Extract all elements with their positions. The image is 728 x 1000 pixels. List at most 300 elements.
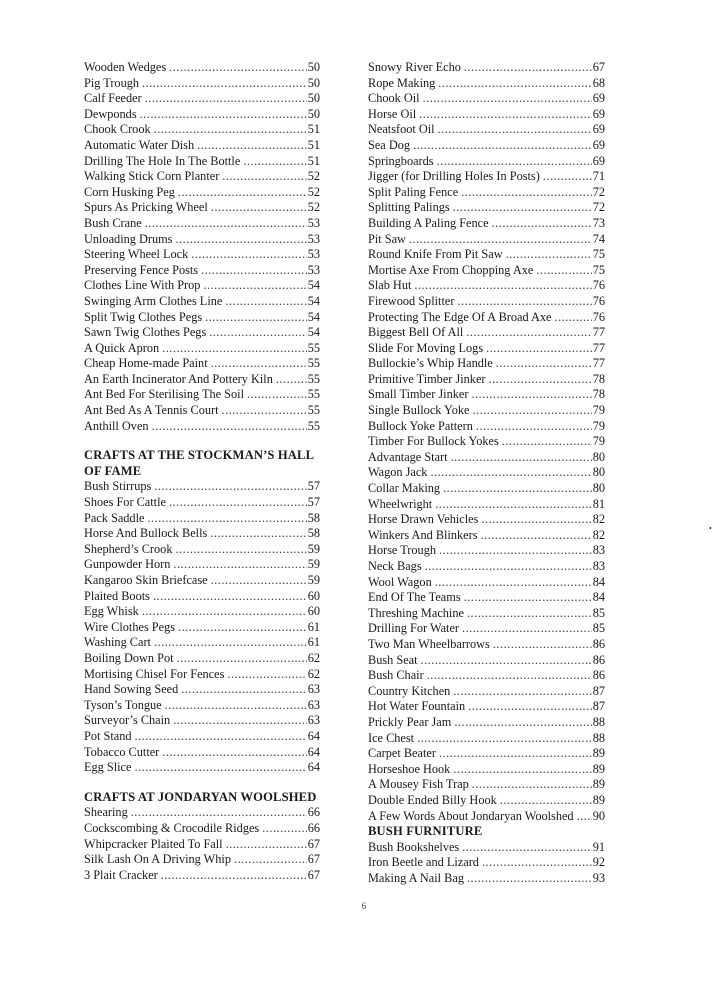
entry-page-number: 61 <box>307 619 320 634</box>
dot-leader <box>203 278 306 294</box>
entry-title: Single Bullock Yoke <box>368 403 470 418</box>
toc-entry <box>368 169 605 185</box>
toc-entry <box>84 682 320 698</box>
dot-leader <box>222 403 307 419</box>
toc-entry-list <box>84 805 320 883</box>
section-heading: CRAFTS AT THE STOCKMAN’S HALL OF FAME <box>84 448 314 478</box>
toc-entry <box>368 263 605 279</box>
entry-page-number: 69 <box>592 91 605 106</box>
dot-leader <box>462 621 592 637</box>
dot-leader <box>226 837 307 853</box>
toc-entry <box>368 91 605 107</box>
toc-entry-list <box>84 60 320 434</box>
dot-leader <box>438 122 592 138</box>
entry-title: Chook Crook <box>84 122 151 137</box>
dot-leader <box>210 526 306 542</box>
dot-leader <box>169 60 307 76</box>
dot-leader <box>486 341 592 357</box>
entry-title: Ant Bed As A Tennis Court <box>84 403 219 418</box>
dot-leader <box>197 138 307 154</box>
entry-page-number: 52 <box>307 184 320 199</box>
entry-title: Winkers And Blinkers <box>368 527 478 542</box>
entry-title: Spurs As Pricking Wheel <box>84 200 208 215</box>
entry-title: Horse Oil <box>368 106 417 121</box>
entry-page-number: 57 <box>307 479 320 494</box>
entry-page-number: 67 <box>592 60 605 74</box>
toc-entry <box>84 91 320 107</box>
entry-page-number: 84 <box>592 574 605 589</box>
toc-entry <box>368 341 605 357</box>
entry-title: Country Kitchen <box>368 683 451 698</box>
entry-title: Bush Chair <box>368 668 424 683</box>
entry-title: A Quick Apron <box>84 340 160 355</box>
toc-entry <box>84 635 320 651</box>
entry-title: Clothes Line With Prop <box>84 278 201 293</box>
dot-leader <box>454 715 591 731</box>
toc-entry <box>368 154 605 170</box>
dot-leader <box>453 200 592 216</box>
entry-page-number: 64 <box>307 760 320 775</box>
entry-title: Double Ended Billy Hook <box>368 792 497 807</box>
dot-leader <box>502 434 592 450</box>
entry-title: Ant Bed For Sterilising The Soil <box>84 387 244 402</box>
dot-leader <box>439 543 592 559</box>
entry-title: Horseshoe Hook <box>368 761 451 776</box>
entry-title: Threshing Machine <box>368 605 464 620</box>
dot-leader <box>467 606 592 622</box>
entry-page-number: 59 <box>307 541 320 556</box>
toc-entry <box>84 372 320 388</box>
toc-section-bush-furniture <box>368 824 605 886</box>
entry-title: Preserving Fence Posts <box>84 262 199 277</box>
entry-page-number: 55 <box>307 418 320 433</box>
entry-page-number: 84 <box>592 590 605 605</box>
toc-entry <box>368 465 605 481</box>
dot-leader <box>142 76 307 92</box>
entry-title: Hand Sowing Seed <box>84 682 179 697</box>
entry-title: Jigger (for Drilling Holes In Posts) <box>368 169 540 184</box>
entry-title: Bush Bookshelves <box>368 839 460 854</box>
entry-title: Egg Whisk <box>84 604 139 619</box>
entry-page-number: 78 <box>592 371 605 386</box>
toc-entry <box>368 699 605 715</box>
entry-title: Biggest Bell Of All <box>368 325 464 340</box>
entry-title: Bush Crane <box>84 215 142 230</box>
entry-page-number: 79 <box>592 434 605 449</box>
dot-leader <box>173 713 307 729</box>
toc-entry <box>368 372 605 388</box>
toc-entry <box>84 138 320 154</box>
dot-leader <box>471 387 591 403</box>
entry-title: Snowy River Echo <box>368 60 461 74</box>
dot-leader <box>169 495 307 511</box>
dot-leader <box>430 465 591 481</box>
toc-entry <box>368 871 605 887</box>
toc-entry <box>368 762 605 778</box>
entry-page-number: 87 <box>592 683 605 698</box>
toc-entry <box>84 122 320 138</box>
dot-leader <box>154 122 307 138</box>
dot-leader <box>482 855 592 871</box>
dot-leader <box>536 263 591 279</box>
entry-page-number: 72 <box>592 184 605 199</box>
entry-page-number: 53 <box>307 215 320 230</box>
entry-title: Springboards <box>368 153 434 168</box>
toc-entry <box>368 216 605 232</box>
entry-page-number: 80 <box>592 449 605 464</box>
dot-leader <box>467 871 592 887</box>
entry-page-number: 81 <box>592 496 605 511</box>
entry-page-number: 54 <box>307 325 320 340</box>
entry-page-number: 67 <box>307 867 320 882</box>
entry-page-number: 50 <box>307 60 320 74</box>
entry-page-number: 69 <box>592 137 605 152</box>
dot-leader <box>243 154 306 170</box>
dot-leader <box>453 684 591 700</box>
toc-entry-list <box>368 840 605 887</box>
entry-page-number: 63 <box>307 713 320 728</box>
dot-leader <box>492 216 592 232</box>
entry-title: A Few Words About Jondaryan Woolshed <box>368 808 574 823</box>
section-heading: BUSH FURNITURE <box>368 824 483 839</box>
entry-page-number: 86 <box>592 668 605 683</box>
entry-title: Wire Clothes Pegs <box>84 619 176 634</box>
entry-page-number: 58 <box>307 510 320 525</box>
toc-entry <box>84 278 320 294</box>
dot-leader <box>147 511 306 527</box>
entry-title: Cheap Home-made Paint <box>84 356 208 371</box>
dot-leader <box>414 278 591 294</box>
dot-leader <box>472 777 592 793</box>
entry-title: Shoes For Cattle <box>84 495 166 510</box>
toc-entry <box>84 76 320 92</box>
toc-entry <box>84 713 320 729</box>
entry-page-number: 80 <box>592 465 605 480</box>
toc-entry <box>84 620 320 636</box>
toc-entry <box>368 325 605 341</box>
entry-title: Bullockie’s Whip Handle <box>368 356 493 371</box>
toc-right-column <box>368 60 605 886</box>
toc-entry <box>84 651 320 667</box>
toc-entry <box>84 511 320 527</box>
entry-page-number: 76 <box>592 278 605 293</box>
toc-entry <box>84 325 320 341</box>
dot-leader <box>131 805 307 821</box>
toc-entry <box>84 216 320 232</box>
entry-title: Bullock Yoke Pattern <box>368 418 473 433</box>
toc-entry <box>368 543 605 559</box>
dot-leader <box>543 169 592 185</box>
entry-title: Advantage Start <box>368 449 448 464</box>
dot-leader <box>225 294 306 310</box>
entry-page-number: 55 <box>307 356 320 371</box>
entry-page-number: 54 <box>307 293 320 308</box>
toc-entry <box>368 138 605 154</box>
entry-title: Split Paling Fence <box>368 184 459 199</box>
entry-title: Drilling The Hole In The Bottle <box>84 153 241 168</box>
dot-leader <box>135 729 307 745</box>
entry-title: Gunpowder Horn <box>84 557 171 572</box>
toc-entry <box>368 200 605 216</box>
toc-entry <box>368 715 605 731</box>
toc-entry <box>84 387 320 403</box>
toc-entry <box>84 341 320 357</box>
entry-title: Ice Chest <box>368 730 415 745</box>
toc-section-stockmans-hall <box>84 448 320 775</box>
dot-leader <box>425 559 592 575</box>
entry-title: Automatic Water Dish <box>84 137 195 152</box>
entry-page-number: 55 <box>307 340 320 355</box>
entry-title: Pit Saw <box>368 231 406 246</box>
dot-leader <box>480 528 591 544</box>
dot-leader <box>173 557 306 573</box>
dot-leader <box>165 698 307 714</box>
toc-entry <box>368 481 605 497</box>
entry-page-number: 72 <box>592 200 605 215</box>
entry-page-number: 58 <box>307 526 320 541</box>
entry-title: Building A Paling Fence <box>368 215 489 230</box>
toc-entry <box>368 356 605 372</box>
dot-leader <box>489 372 592 388</box>
entry-page-number: 55 <box>307 403 320 418</box>
dot-leader <box>462 840 591 856</box>
dot-leader <box>457 294 591 310</box>
toc-entry <box>368 777 605 793</box>
dot-leader <box>443 481 592 497</box>
entry-title: Tobacco Cutter <box>84 744 160 759</box>
entry-title: Shearing <box>84 805 128 820</box>
dot-leader <box>209 325 306 341</box>
dot-leader <box>145 216 307 232</box>
entry-title: Drilling For Water <box>368 621 459 636</box>
entry-page-number: 75 <box>592 247 605 262</box>
dot-leader <box>461 185 592 201</box>
entry-title: Walking Stick Corn Planter <box>84 169 220 184</box>
entry-title: Prickly Pear Jam <box>368 714 452 729</box>
dot-leader <box>234 852 307 868</box>
dot-leader <box>175 232 306 248</box>
toc-entry <box>84 573 320 589</box>
entry-title: 3 Plait Cracker <box>84 867 158 882</box>
entry-title: Tyson’s Tongue <box>84 697 162 712</box>
entry-title: Sawn Twig Clothes Pegs <box>84 325 207 340</box>
entry-page-number: 80 <box>592 481 605 496</box>
dot-leader <box>211 573 307 589</box>
toc-entry <box>368 419 605 435</box>
entry-page-number: 74 <box>592 231 605 246</box>
toc-entry <box>368 247 605 263</box>
dot-leader <box>439 746 592 762</box>
toc-entry <box>368 575 605 591</box>
toc-entry <box>84 294 320 310</box>
entry-title: Round Knife From Pit Saw <box>368 247 503 262</box>
toc-entry <box>84 419 320 435</box>
toc-entry <box>368 76 605 92</box>
dot-leader <box>419 107 592 123</box>
toc-entry <box>84 403 320 419</box>
toc-entry <box>84 760 320 776</box>
toc-entry <box>368 731 605 747</box>
toc-entry <box>368 278 605 294</box>
dot-leader <box>472 403 591 419</box>
entry-title: Dewponds <box>84 106 137 121</box>
entry-title: Splitting Palings <box>368 200 450 215</box>
toc-entry <box>368 637 605 653</box>
dot-leader <box>451 450 592 466</box>
entry-page-number: 76 <box>592 293 605 308</box>
toc-entry <box>84 589 320 605</box>
entry-title: Egg Slice <box>84 760 132 775</box>
entry-page-number: 75 <box>592 262 605 277</box>
entry-page-number: 71 <box>592 169 605 184</box>
toc-entry <box>368 621 605 637</box>
toc-entry <box>84 805 320 821</box>
dot-leader <box>435 575 592 591</box>
toc-section-jondaryan-woolshed <box>84 790 320 884</box>
entry-page-number: 55 <box>307 371 320 386</box>
entry-page-number: 69 <box>592 153 605 168</box>
entry-title: Timber For Bullock Yokes <box>368 434 499 449</box>
entry-title: Mortise Axe From Chopping Axe <box>368 262 534 277</box>
dot-leader <box>466 325 591 341</box>
entry-page-number: 59 <box>307 573 320 587</box>
toc-entry <box>84 495 320 511</box>
entry-page-number: 90 <box>592 808 605 823</box>
dot-leader <box>555 310 592 326</box>
entry-page-number: 50 <box>307 106 320 121</box>
entry-title: Bush Seat <box>368 652 418 667</box>
toc-entry <box>368 512 605 528</box>
entry-page-number: 88 <box>592 730 605 745</box>
entry-title: Steering Wheel Lock <box>84 247 189 262</box>
entry-page-number: 93 <box>592 870 605 885</box>
dot-leader <box>276 372 307 388</box>
entry-page-number: 82 <box>592 527 605 542</box>
entry-page-number: 66 <box>307 820 320 835</box>
entry-page-number: 54 <box>307 309 320 324</box>
toc-entry <box>84 729 320 745</box>
dot-leader <box>134 760 306 776</box>
toc-entry <box>368 294 605 310</box>
entry-title: Neck Bags <box>368 559 422 573</box>
entry-page-number: 69 <box>592 122 605 137</box>
toc-entry <box>368 606 605 622</box>
entry-title: Horse Trough <box>368 543 436 558</box>
dot-leader <box>464 60 592 76</box>
entry-page-number: 67 <box>307 836 320 851</box>
toc-entry <box>368 107 605 123</box>
entry-title: End Of The Teams <box>368 590 461 605</box>
dot-leader <box>437 154 592 170</box>
entry-title: Wheelwright <box>368 496 433 511</box>
toc-entry <box>84 356 320 372</box>
toc-left-column <box>84 60 320 883</box>
toc-entry <box>368 809 605 825</box>
toc-entry <box>84 185 320 201</box>
entry-page-number: 53 <box>307 231 320 246</box>
entry-title: Chook Oil <box>368 91 420 106</box>
toc-entry <box>368 528 605 544</box>
toc-entry <box>84 868 320 884</box>
entry-page-number: 91 <box>592 839 605 854</box>
entry-title: Whipcracker Plaited To Fall <box>84 836 223 851</box>
dot-leader <box>152 419 307 435</box>
toc-entry <box>368 668 605 684</box>
toc-entry <box>368 185 605 201</box>
dot-leader <box>162 341 307 357</box>
toc-entry <box>368 840 605 856</box>
dot-leader <box>201 263 307 279</box>
toc-entry <box>84 154 320 170</box>
entry-page-number: 51 <box>307 137 320 152</box>
entry-page-number: 87 <box>592 699 605 714</box>
entry-page-number: 89 <box>592 792 605 807</box>
dot-leader <box>476 419 592 435</box>
toc-entry <box>368 497 605 513</box>
toc-entry-list <box>368 60 605 824</box>
toc-entry <box>84 200 320 216</box>
entry-page-number: 89 <box>592 746 605 761</box>
entry-page-number: 79 <box>592 418 605 433</box>
entry-title: Making A Nail Bag <box>368 870 464 885</box>
entry-title: Pig Trough <box>84 75 140 90</box>
dot-leader <box>205 310 307 326</box>
dot-leader <box>500 793 592 809</box>
entry-title: Two Man Wheelbarrows <box>368 636 490 651</box>
entry-page-number: 53 <box>307 262 320 277</box>
entry-page-number: 89 <box>592 777 605 792</box>
toc-entry <box>84 247 320 263</box>
entry-page-number: 50 <box>307 91 320 106</box>
dot-leader <box>496 356 592 372</box>
entry-page-number: 79 <box>592 403 605 418</box>
dot-leader <box>438 76 591 92</box>
entry-page-number: 92 <box>592 855 605 870</box>
entry-title: Surveyor’s Chain <box>84 713 171 728</box>
entry-page-number: 83 <box>592 559 605 573</box>
dot-leader <box>468 699 592 715</box>
entry-page-number: 63 <box>307 697 320 712</box>
entry-title: Cockscombing & Crocodile Ridges <box>84 820 260 835</box>
entry-page-number: 82 <box>592 512 605 527</box>
entry-title: Pot Stand <box>84 728 132 743</box>
toc-entry-list <box>84 479 320 775</box>
entry-page-number: 54 <box>307 278 320 293</box>
toc-entry <box>368 590 605 606</box>
entry-page-number: 76 <box>592 309 605 324</box>
dot-leader <box>435 497 592 513</box>
entry-page-number: 59 <box>307 557 320 572</box>
dot-leader <box>177 651 307 667</box>
dot-leader <box>421 653 592 669</box>
toc-entry <box>84 263 320 279</box>
dot-leader <box>153 589 307 605</box>
dot-leader <box>161 868 307 884</box>
entry-title: Rope Making <box>368 75 436 90</box>
dot-leader <box>211 356 307 372</box>
entry-page-number: 68 <box>592 75 605 90</box>
entry-title: Shepherd’s Crook <box>84 541 173 556</box>
entry-title: Wagon Jack <box>368 465 428 480</box>
entry-title: Corn Husking Peg <box>84 184 175 199</box>
dot-leader <box>493 637 592 653</box>
dot-leader <box>417 731 592 747</box>
entry-page-number: 57 <box>307 495 320 510</box>
toc-entry <box>368 122 605 138</box>
dot-leader <box>140 107 307 123</box>
toc-entry <box>84 232 320 248</box>
toc-entry <box>84 698 320 714</box>
